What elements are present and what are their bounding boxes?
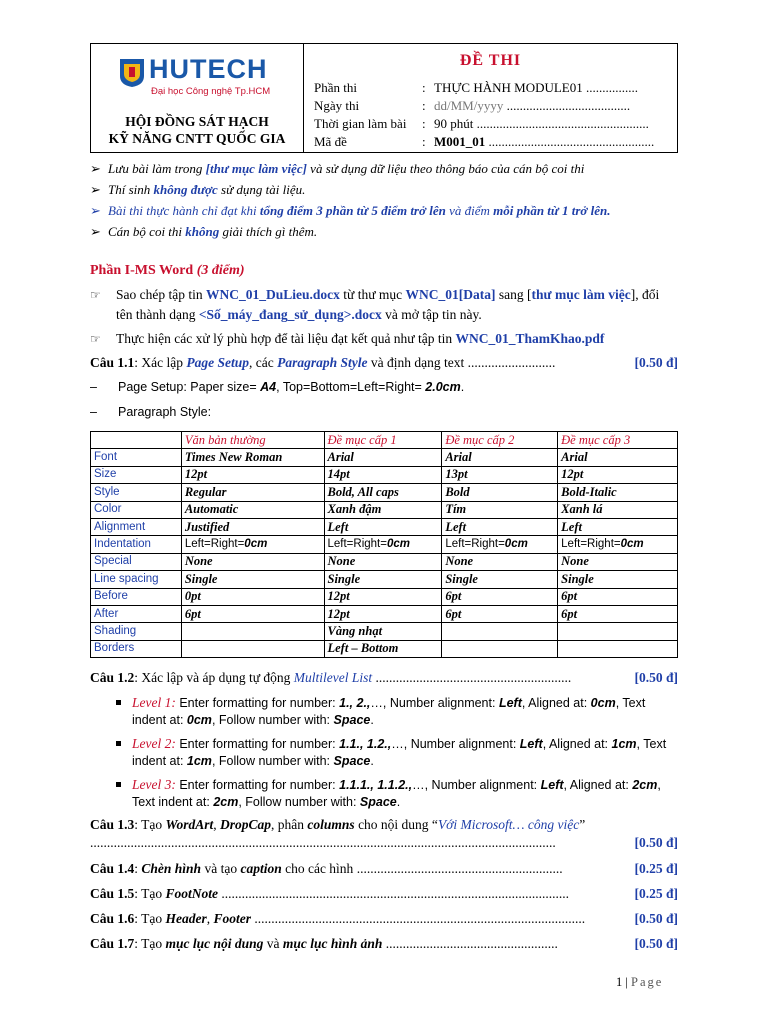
table-cell: 12pt (324, 588, 442, 605)
table-cell: Single (181, 571, 324, 588)
table-cell: 12pt (324, 605, 442, 622)
table-header-row (91, 432, 678, 449)
table-row (91, 640, 678, 657)
question-points: [0.25 đ] (634, 886, 678, 901)
row-label: Alignment (91, 518, 182, 535)
table-row (91, 501, 678, 518)
info-value: dd/MM/yyyy (434, 98, 504, 113)
table-cell: Left=Right=0cm (181, 536, 324, 553)
table-cell: 6pt (181, 605, 324, 622)
table-cell: None (181, 553, 324, 570)
table-cell: Xanh đậm (324, 501, 442, 518)
info-dots: ..................................................... (476, 116, 649, 131)
table-cell: Arial (558, 449, 678, 466)
list-item: Level 1: Enter formatting for number: 1., 2.,…, Number alignment: Left, Aligned at: 0cm, Text indent at: 0cm, Follow number with: Space. (90, 694, 678, 729)
table-row (91, 536, 678, 553)
info-label: Phần thi (314, 80, 357, 95)
row-label: Shading (91, 623, 182, 640)
arrow-icon: ➢ (90, 182, 101, 197)
table-cell: Xanh lá (558, 501, 678, 518)
header-left (91, 44, 304, 152)
table-cell: Left (558, 518, 678, 535)
info-label: Ngày thi (314, 98, 360, 113)
question-1-7: Câu 1.7: Tạo mục lục nội dung và mục lục hình ảnh ................................................... [0.50 đ] (90, 936, 678, 951)
table-cell: Left=Right=0cm (558, 536, 678, 553)
question-points: [0.50 đ] (634, 670, 678, 685)
info-label: Thời gian làm bài (314, 116, 407, 131)
table-cell: Single (442, 571, 558, 588)
table-cell: Times New Roman (181, 449, 324, 466)
exam-page (90, 43, 678, 951)
table-cell: 6pt (442, 588, 558, 605)
table-cell (558, 623, 678, 640)
table-row (91, 449, 678, 466)
question-points: [0.50 đ] (634, 835, 678, 850)
table-cell: 14pt (324, 466, 442, 483)
table-cell: 0pt (181, 588, 324, 605)
table-cell: Left – Bottom (324, 640, 442, 657)
table-cell: Left=Right=0cm (442, 536, 558, 553)
table-cell: Bold-Italic (558, 484, 678, 501)
row-label: Special (91, 553, 182, 570)
row-label: Line spacing (91, 571, 182, 588)
instruction-item: ☞ Sao chép tập tin WNC_01_DuLieu.docx từ thư mục WNC_01[Data] sang [thư mục làm việc], đổi tên thành dạng <Số_máy_đang_sử_dụng>.docx và mở tập tin này. (90, 287, 660, 322)
table-row (91, 588, 678, 605)
part-title: Phần I-MS Word (3 điểm) (90, 263, 245, 278)
table-cell: 6pt (442, 605, 558, 622)
hutech-logo (119, 54, 289, 100)
table-cell: 13pt (442, 466, 558, 483)
multilevel-list (90, 694, 678, 811)
question-points: [0.50 đ] (634, 936, 678, 951)
table-cell: 12pt (181, 466, 324, 483)
info-value: THỰC HÀNH MODULE01 (434, 80, 583, 95)
table-header: Đề mục cấp 1 (324, 432, 442, 449)
question-1-6: Câu 1.6: Tạo Header, Footer .................................................................................................. [0.50 đ] (90, 911, 678, 926)
row-label: Font (91, 449, 182, 466)
question-1-4: Câu 1.4: Chèn hình và tạo caption cho các hình ............................................................. [0.25 đ] (90, 861, 678, 876)
question-points: [0.25 đ] (634, 861, 678, 876)
shield-icon (119, 58, 145, 88)
table-cell: Arial (442, 449, 558, 466)
table-cell: None (442, 553, 558, 570)
table-cell: Left (324, 518, 442, 535)
table-cell (181, 623, 324, 640)
table-cell: Regular (181, 484, 324, 501)
arrow-icon: ➢ (90, 161, 101, 176)
table-cell (181, 640, 324, 657)
pointing-hand-icon: ☞ (90, 288, 101, 302)
bullet-icon (116, 782, 121, 787)
table-row (91, 484, 678, 501)
table-cell (442, 623, 558, 640)
page-number: 1 (616, 975, 623, 989)
table-cell: Vàng nhạt (324, 623, 442, 640)
rule-item: ➢ Thí sinh không được sử dụng tài liệu. (90, 182, 306, 197)
list-item: Level 2: Enter formatting for number: 1.1., 1.2.,…, Number alignment: Left, Aligned at: 1cm, Text indent at: 1cm, Follow number with: Space. (90, 735, 678, 770)
table-row (91, 605, 678, 622)
arrow-icon: ➢ (90, 203, 101, 218)
table-row (91, 466, 678, 483)
table-cell: 12pt (558, 466, 678, 483)
table-cell: Single (558, 571, 678, 588)
row-label: Before (91, 588, 182, 605)
row-label: Color (91, 501, 182, 518)
table-row (91, 553, 678, 570)
table-row (91, 571, 678, 588)
logo-subtitle: Đại học Công nghệ Tp.HCM (151, 86, 271, 97)
pointing-hand-icon: ☞ (90, 332, 101, 346)
rule-item: ➢ Bài thi thực hành chỉ đạt khi tổng điểm 3 phần từ 5 điểm trở lên và điểm mỗi phần từ 1 trở lên. (90, 203, 611, 218)
info-row-date: Ngày thi : dd/MM/yyyy ...................................... (314, 98, 631, 113)
rule-item: ➢ Cán bộ coi thi không giải thích gì thêm. (90, 224, 318, 239)
question-1-3: Câu 1.3: Tạo WordArt, DropCap, phân columns cho nội dung “Với Microsoft… công việc” .......................................................................................................................................... [0.50 đ] (90, 817, 678, 850)
row-label: After (91, 605, 182, 622)
page-setup-line: – Page Setup: Paper size= A4, Top=Bottom=Left=Right= 2.0cm. (90, 380, 465, 394)
bullet-icon (116, 700, 121, 705)
table-cell: Bold, All caps (324, 484, 442, 501)
row-label: Indentation (91, 536, 182, 553)
question-points: [0.50 đ] (634, 911, 678, 926)
arrow-icon: ➢ (90, 224, 101, 239)
table-cell: 6pt (558, 588, 678, 605)
info-dots: ...................................... (506, 98, 631, 113)
council-line-2: KỸ NĂNG CNTT QUỐC GIA (108, 131, 286, 146)
table-row (91, 623, 678, 640)
instruction-item: ☞ Thực hiện các xử lý phù hợp để tài liệu đạt kết quả như tập tin WNC_01_ThamKhao.pdf (90, 329, 678, 349)
table-cell: Bold (442, 484, 558, 501)
question-1-5: Câu 1.5: Tạo FootNote ....................................................................................................... [0.25 đ] (90, 886, 678, 901)
info-row-part: Phần thi : THỰC HÀNH MODULE01 ................ (314, 80, 638, 95)
exam-title: ĐỀ THI (459, 52, 522, 69)
info-value: 90 phút (434, 116, 474, 131)
row-label: Size (91, 466, 182, 483)
paragraph-style-line: – Paragraph Style: (90, 405, 212, 419)
question-1-1: Câu 1.1: Xác lập Page Setup, các Paragraph Style và định dạng text .......................... [0.50 đ] (90, 355, 678, 370)
rule-item: ➢ Lưu bài làm trong [thư mục làm việc] và sử dụng dữ liệu theo thông báo của cán bộ coi thi (90, 161, 585, 176)
logo-text: HUTECH (149, 54, 268, 84)
table-cell: Justified (181, 518, 324, 535)
table-cell: Automatic (181, 501, 324, 518)
table-row (91, 518, 678, 535)
row-label: Borders (91, 640, 182, 657)
exam-header (90, 43, 678, 153)
paragraph-style-table (90, 431, 678, 658)
table-header: Đề mục cấp 2 (442, 432, 558, 449)
table-cell: Tím (442, 501, 558, 518)
table-cell (558, 640, 678, 657)
bullet-icon (116, 741, 121, 746)
exam-rules (90, 161, 678, 245)
info-row-duration: Thời gian làm bài : 90 phút ..................................................... (314, 116, 649, 131)
question-1-2: Câu 1.2: Xác lập và áp dụng tự động Multilevel List .......................................................... [0.50 đ] (90, 670, 678, 685)
table-cell: None (324, 553, 442, 570)
row-label: Style (91, 484, 182, 501)
table-cell: Left=Right=0cm (324, 536, 442, 553)
table-cell (442, 640, 558, 657)
info-row-code: Mã đề : M001_01 ................................................... (314, 134, 655, 149)
question-points: [0.50 đ] (634, 355, 678, 370)
info-dots: ................ (586, 80, 638, 95)
instructions (90, 285, 678, 349)
header-right (304, 44, 677, 152)
table-cell: 6pt (558, 605, 678, 622)
page-footer: 1 | Page (616, 975, 664, 989)
council-line-1: HỘI ĐỒNG SÁT HẠCH (125, 114, 269, 129)
table-cell: None (558, 553, 678, 570)
table-cell: Arial (324, 449, 442, 466)
table-cell: Single (324, 571, 442, 588)
list-item: Level 3: Enter formatting for number: 1.1.1., 1.1.2.,…, Number alignment: Left, Aligned at: 2cm, Text indent at: 2cm, Follow number with: Space. (90, 776, 678, 811)
info-value: M001_01 (434, 134, 486, 149)
info-label: Mã đề (314, 134, 347, 149)
table-header: Văn bản thường (181, 432, 324, 449)
page-label: Page (631, 975, 664, 989)
table-header (91, 432, 182, 449)
table-header: Đề mục cấp 3 (558, 432, 678, 449)
table-cell: Left (442, 518, 558, 535)
info-dots: ................................................... (488, 134, 655, 149)
